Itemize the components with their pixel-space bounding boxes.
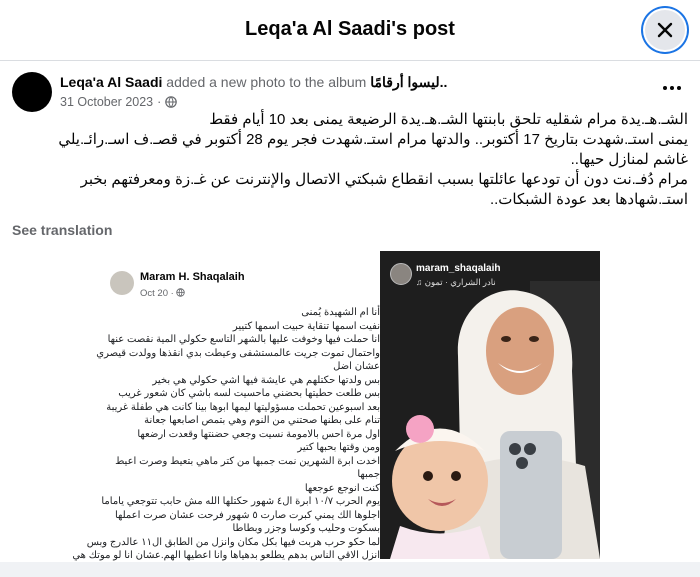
ig-song: ♫ نادر الشراري · تمون	[416, 277, 496, 287]
dialog-title: Leqa'a Al Saadi's post	[245, 18, 455, 40]
post-header-line	[60, 74, 447, 91]
bottom-divider	[0, 562, 700, 577]
card-text-line: بس ولدتها حكتلهم هي عايشة فيها اشي حكولي هي بخير	[152, 374, 380, 386]
post-text-line: مرام دُفـ.نت دون أن تودعها عائلتها بسبب انقطاع شبكتي الاتصال والإنترنت عن غـ.زة ومعرفتهم بخبر	[80, 171, 688, 188]
more-dot	[677, 86, 681, 90]
card-text-line: يوم الحرب ١٠/٧ ابرة ال٤ شهور حكتلها الله مش حابب تتوجعي ياماما	[101, 496, 380, 507]
see-translation-link[interactable]: See translation	[12, 222, 113, 238]
card-text-line: ومن وقتها بحبها كتير	[297, 442, 380, 453]
card-text-line: واحتمال تموت جريت عالمستشفى وعيطت بدي انقذها وولدت قيصري	[96, 347, 380, 359]
card-text-line: بس طلعت حطيتها بحضني ماحسيت لسه باشي كان شعور غريب	[118, 388, 380, 399]
post-text-line: يمنى استـ.شهدت بتاريخ 17 أكتوبر.. والدتها مرام استـ.شهدت فجر يوم 28 أكتوبر في قصـ.ف اسـ.رائـ.يلي	[58, 131, 688, 148]
card-text-line: لما حكو حرب هربت فيها بكل مكان وانزل من الطابق ال١١ عالدرج وبس	[86, 536, 380, 548]
globe-icon[interactable]	[165, 96, 177, 108]
card-text-line: بعد اسبوعين تحملت مسؤوليتها ليمها ابوها بينا كانت هي طفلة غريبة	[106, 401, 380, 413]
mother-baby-photo	[380, 251, 600, 559]
mother-baby-illustration	[380, 251, 600, 559]
card-text-line: أنا ام الشهيدة يُمنى	[301, 307, 380, 318]
card-text-line: كنت انوجع عوجعها	[304, 482, 380, 494]
meta-separator: ·	[157, 95, 162, 109]
card-text-line: اخدت ابرة الشهرين نمت جمبها من كتر ماهي بتعيط وصرت اعيط	[115, 455, 380, 467]
card-text-line: انزل الاقي الناس بدهم يطلعو بدهياها وانا اعطيها الهم.عشان انا لو موتك هي	[72, 550, 380, 561]
card-text-line: اجلوها الك يمني كبرت صارت ٥ شهور فرحت عشان صرت اعملها	[114, 509, 380, 521]
card-author-name: Maram H. Shaqalaih	[140, 271, 245, 283]
more-dot	[670, 86, 674, 90]
ig-username: maram_shaqalaih	[416, 263, 501, 274]
post-text	[10, 110, 688, 210]
card-text-line: جمبها	[357, 469, 380, 480]
card-date	[140, 288, 185, 299]
close-button[interactable]	[645, 10, 685, 50]
post-photo[interactable]	[72, 251, 600, 561]
post-action-text: added a new photo to the album	[166, 74, 367, 90]
post-dialog-header	[0, 0, 700, 61]
card-text-line: انا حملت فيها وخوفت عليها بالشهر التاسع حكولي المية نقصت عنها	[107, 334, 380, 345]
card-date-text: Oct 20 ·	[140, 288, 174, 299]
close-icon	[657, 22, 673, 38]
card-text-line: تنام على بطنها صحتني من النوم وهي بتمص اصابعها جعانة	[144, 415, 380, 426]
globe-icon	[176, 288, 185, 297]
post-date[interactable]: 31 October 2023	[60, 95, 154, 109]
post-text-line: غاشم لمنازل حيها..	[570, 151, 688, 168]
card-text-line: اول مرة احس بالامومة نسيت وجعي حضنتها وقعدت ارضعها	[137, 428, 380, 440]
card-text	[72, 306, 380, 576]
card-text-line: بسكوت وحليب وكوسا وجزر وبطاطا	[232, 523, 380, 534]
author-avatar[interactable]	[12, 72, 52, 112]
card-avatar	[110, 271, 134, 295]
post-text-line: استـ.شهادها بعد عودة الشبكات..	[489, 191, 688, 208]
card-text-line: عشان اضل	[333, 361, 380, 372]
author-name[interactable]: Leqa'a Al Saadi	[60, 74, 163, 90]
post-text-line: الشـ.هـ.يدة مرام شقليه تلحق بابنتها الشـ.هـ.يدة الرضيعة يمنى بعد 10 أيام فقط	[209, 111, 688, 128]
ig-avatar	[390, 263, 412, 285]
card-text-line: نفيت اسمها تنقاية حبيت اسمها كتيير	[232, 320, 380, 332]
screenshot-post-card	[72, 251, 380, 561]
more-options-button[interactable]	[658, 78, 686, 98]
album-link[interactable]: ليسوا أرقامًا..	[370, 74, 448, 90]
more-dot	[663, 86, 667, 90]
post-meta	[60, 95, 177, 109]
